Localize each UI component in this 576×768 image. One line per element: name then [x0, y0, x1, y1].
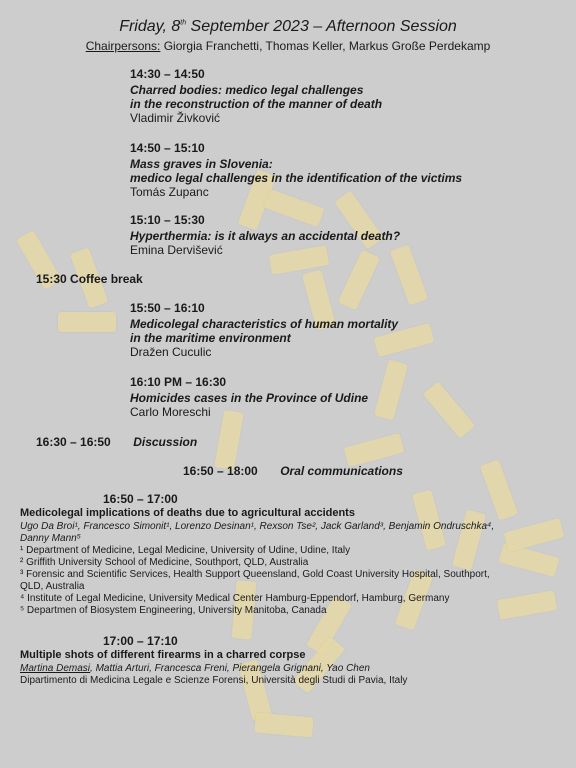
talk-4 — [130, 301, 398, 359]
talk-title: Hyperthermia: is it always an accidental death? — [130, 229, 401, 243]
oc2-time: 17:00 – 17:10 — [103, 634, 178, 648]
talk-title: medico legal challenges in the identification of the victims — [130, 171, 463, 185]
session-title: Friday, 8th September 2023 – Afternoon Session — [119, 18, 457, 35]
tape — [254, 713, 314, 738]
oc1-title: Medicolegal implications of deaths due to agricultural accidents — [20, 507, 355, 519]
talk-speaker: Dražen Cuculic — [130, 345, 212, 359]
tape — [423, 381, 476, 438]
tape — [503, 518, 564, 552]
oc1-time: 16:50 – 17:00 — [103, 492, 178, 506]
oc2-affiliation: Dipartimento di Medicina Legale e Scienze Forensi, Università degli Studi di Pavia, Italy — [20, 675, 408, 686]
talk-title: Charred bodies: medico legal challenges — [130, 83, 364, 97]
talk-1 — [130, 67, 382, 125]
discussion-time: 16:30 – 16:50 — [36, 435, 111, 449]
oc1-affiliation: QLD, Australia — [20, 581, 85, 592]
tape — [497, 590, 558, 620]
talk-time: 16:10 PM – 16:30 — [130, 375, 227, 389]
talk-title: Medicolegal characteristics of human mortality — [130, 317, 399, 331]
talk-time: 14:50 – 15:10 — [130, 141, 205, 155]
oc1-affiliation: ¹ Department of Medicine, Legal Medicine, University of Udine, Udine, Italy — [20, 545, 351, 556]
oc1-authors: Ugo Da Broi¹, Francesco Simonit¹, Lorenzo Desinan¹, Rexson Tse², Jack Garland³, Benjamin Ondruschka⁴, — [20, 521, 495, 532]
oral-label: Oral communications — [280, 464, 403, 478]
talk-speaker: Vladimir Živković — [130, 111, 221, 125]
talk-speaker: Carlo Moreschi — [130, 405, 211, 419]
chairpersons — [0, 39, 576, 53]
oc2-title: Multiple shots of different firearms in a charred corpse — [20, 649, 306, 661]
oc1-affiliation: ³ Forensic and Scientific Services, Health Support Queensland, Gold Coast University Hospital, Southport, — [20, 569, 490, 580]
chair-label: Chairpersons: — [85, 39, 161, 53]
talk-3 — [130, 213, 400, 257]
talk-5 — [130, 375, 368, 419]
discussion-label: Discussion — [133, 435, 198, 449]
talk-time: 15:10 – 15:30 — [130, 213, 205, 227]
talk-time: 14:30 – 14:50 — [130, 67, 205, 81]
oc1-affiliation: ⁵ Departmen of Biosystem Engineering, University Manitoba, Canada — [20, 605, 327, 616]
talk-title: in the maritime environment — [130, 331, 291, 345]
session-header — [0, 18, 576, 36]
tape — [374, 359, 408, 420]
talk-time: 15:50 – 16:10 — [130, 301, 205, 315]
oc2-presenter: Martina Demasi — [20, 663, 91, 674]
oc1-affiliation: ⁴ Institute of Legal Medicine, University Medical Center Hamburg-Eppendorf, Hamburg, Germany — [20, 593, 450, 604]
oc2-block — [20, 649, 407, 687]
talk-speaker: Tomás Zupanc — [130, 185, 209, 199]
talk-speaker: Emina Dervišević — [130, 243, 223, 257]
talk-title: Mass graves in Slovenia: — [130, 157, 273, 171]
talk-title: in the reconstruction of the manner of death — [130, 97, 383, 111]
oral-row — [183, 462, 403, 480]
coffee-break: 15:30 Coffee break — [36, 272, 143, 286]
talk-title: Homicides cases in the Province of Udine — [130, 391, 369, 405]
chair-names: Giorgia Franchetti, Thomas Keller, Markus Große Perdekamp — [160, 39, 491, 53]
tape — [58, 312, 116, 332]
oc1-authors: Danny Mann⁵ — [20, 533, 81, 544]
talk-2 — [130, 141, 462, 199]
oral-time: 16:50 – 18:00 — [183, 464, 258, 478]
oc1-block — [20, 507, 494, 617]
oc2-authors: Martina Demasi, Mattia Arturi, Francesca Freni, Pierangela Grignani, Yao Chen — [20, 663, 370, 674]
discussion-row — [36, 433, 197, 451]
oc1-affiliation: ² Griffith University School of Medicine, Southport, QLD, Australia — [20, 557, 309, 568]
